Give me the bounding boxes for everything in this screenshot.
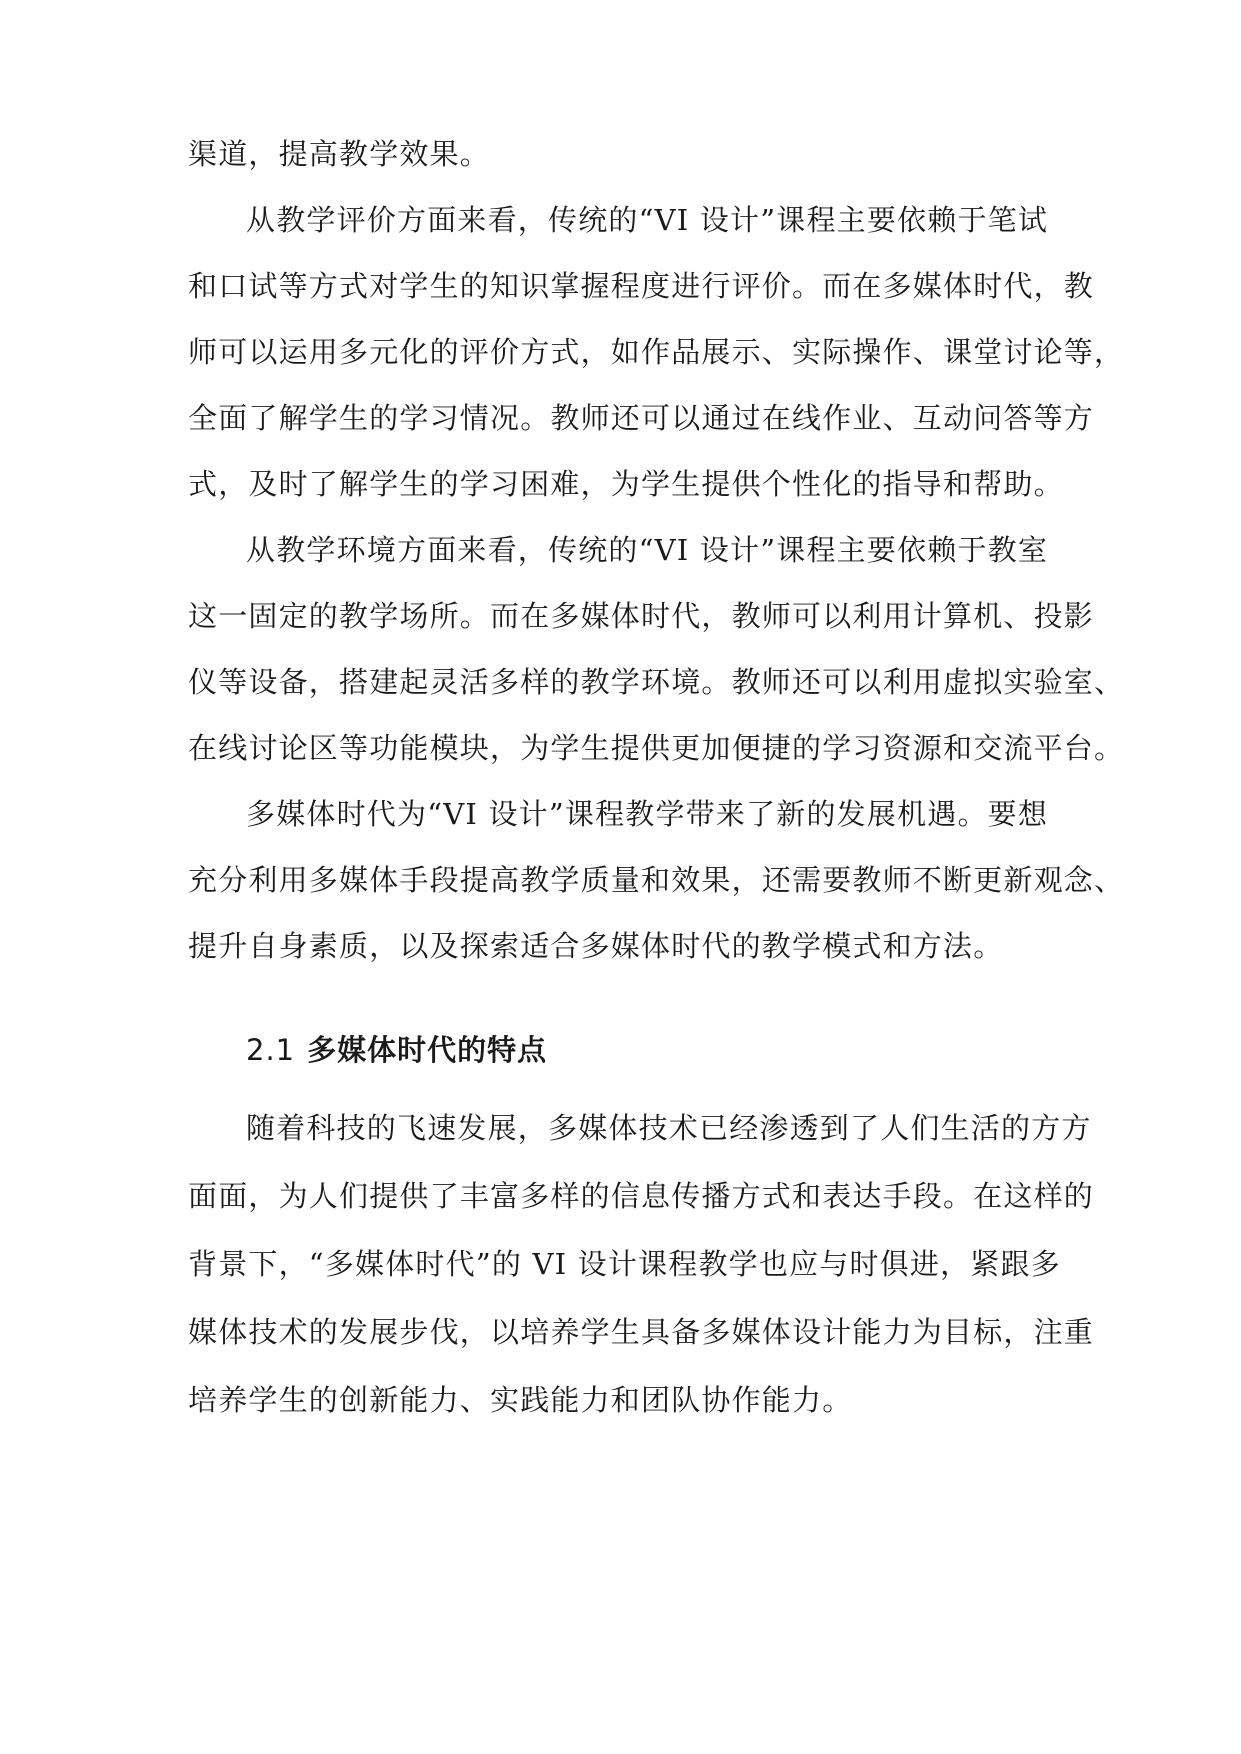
section-title: 多媒体时代的特点	[307, 1033, 548, 1067]
paragraph-line: 媒体技术的发展步伐，以培养学生具备多媒体设计能力为目标，注重	[188, 1315, 1095, 1349]
paragraph-line: 从教学评价方面来看，传统的“VI 设计”课程主要依赖于笔试	[246, 203, 1049, 237]
paragraph-line: 面面，为人们提供了丰富多样的信息传播方式和表达手段。在这样的	[188, 1179, 1095, 1213]
paragraph-line: 仪等设备，搭建起灵活多样的教学环境。教师还可以利用虚拟实验室、	[188, 665, 1125, 699]
paragraph-line: 在线讨论区等功能模块，为学生提供更加便捷的学习资源和交流平台。	[188, 731, 1125, 765]
section-number: 2.1	[246, 1033, 296, 1067]
section-heading	[246, 1026, 946, 1074]
paragraph-line: 这一固定的教学场所。而在多媒体时代，教师可以利用计算机、投影	[188, 599, 1095, 633]
paragraph-line: 提升自身素质，以及探索适合多媒体时代的教学模式和方法。	[188, 929, 1004, 963]
paragraph-line: 随着科技的飞速发展，多媒体技术已经渗透到了人们生活的方方	[246, 1111, 1092, 1145]
paragraph-line: 充分利用多媒体手段提高教学质量和效果，还需要教师不断更新观念、	[188, 863, 1125, 897]
paragraph-line: 多媒体时代为“VI 设计”课程教学带来了新的发展机遇。要想	[246, 797, 1049, 831]
paragraph-line: 师可以运用多元化的评价方式，如作品展示、实际操作、课堂讨论等，	[188, 335, 1125, 369]
paragraph-line: 全面了解学生的学习情况。教师还可以通过在线作业、互动问答等方	[188, 401, 1095, 435]
paragraph-line: 渠道，提高教学效果。	[188, 137, 491, 171]
paragraph-line: 培养学生的创新能力、实践能力和团队协作能力。	[188, 1383, 853, 1417]
paragraph-line: 从教学环境方面来看，传统的“VI 设计”课程主要依赖于教室	[246, 533, 1049, 567]
paragraph-line: 式，及时了解学生的学习困难，为学生提供个性化的指导和帮助。	[188, 467, 1064, 501]
paragraph-line: 背景下，“多媒体时代”的 VI 设计课程教学也应与时俱进，紧跟多	[188, 1247, 1061, 1281]
paragraph-line: 和口试等方式对学生的知识掌握程度进行评价。而在多媒体时代，教	[188, 269, 1095, 303]
